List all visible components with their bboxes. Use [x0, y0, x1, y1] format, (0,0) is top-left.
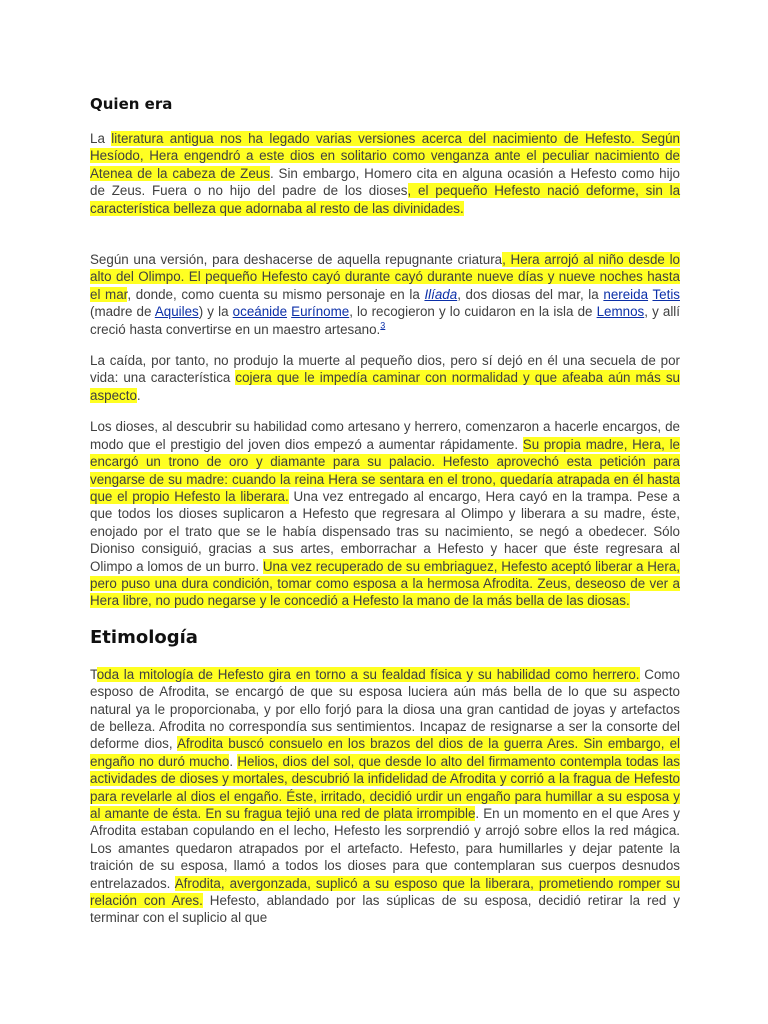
text-span: .: [229, 753, 238, 769]
text-span: Como esposo de Afrodita, se encargó de que su esposa luciera aún más bella de lo que su aspecto natural ya le proporcionaba, y por ello forjó para la diosa una gran cantidad de joyas y artefactos de belleza. Afrodita no correspondía sus sentimientos. Incapaz de resignarse a ser la consorte del deforme dios,: [90, 666, 680, 752]
heading-quien-era: Quien era: [90, 95, 173, 113]
link-iliada[interactable]: [424, 287, 457, 302]
link-aquiles[interactable]: Aquiles: [154, 304, 199, 320]
text-span: Hefesto, ablandado por las súplicas de su esposa, decidió retirar la red y terminar con el suplicio al que: [90, 893, 680, 926]
text-span: . En un momento en el que Ares y Afrodita estaban copulando en el lecho, Hefesto les sorprendió y arrojó sobre ellos la red mágica. Los amantes quedaron atrapados por el artefacto. Hefesto, para humillarles y dejar patente la traición de su esposa, llamó a todos los dioses para que contemplaran sus cuerpos desnudos entrelazados.: [90, 806, 681, 891]
highlighted-text: , el pequeño Hefesto nació deforme, sin la característica belleza que adornaba al resto de las divinidades.: [90, 183, 681, 216]
link-lemnos[interactable]: Lemnos: [596, 304, 645, 320]
highlighted-text: , Hera arrojó al niño desde lo alto del Olimpo. El pequeño Hefesto cayó durante cayó durante nueve días y nueve noches hasta el mar: [90, 252, 680, 302]
text-span: ) y la: [198, 304, 233, 320]
paragraph-3: [90, 352, 680, 404]
highlighted-text: cojera que le impedía caminar con normalidad y que afeaba aún más su aspecto: [90, 370, 680, 403]
highlighted-text: Afrodita, avergonzada, suplicó a su esposo que la liberara, prometiendo romper su relación con Ares.: [90, 875, 680, 909]
paragraph-5: [90, 666, 680, 927]
highlighted-text: Afrodita buscó consuelo en los brazos del dios de la guerra Ares. Sin embargo, el engaño no duró mucho: [90, 736, 680, 769]
highlighted-text: Una vez recuperado de su embriaguez, Hefesto aceptó liberar a Hera, pero puso una dura condición, tomar como esposa a la hermosa Afrodita. Zeus, deseoso de ver a Hera libre, no pudo negarse y le concedió a Hefesto la mano de la más bella de las diosas.: [90, 558, 680, 609]
link-nereida[interactable]: nereida: [603, 286, 649, 302]
highlighted-text: Helios, dios del sol, que desde lo alto del firmamento contempla todas las actividades de dioses y mortales, descubrió la infidelidad de Afrodita y corrió a la fragua de Hefesto para revelarle al dios el engaño. Éste, irritado, decidió urdir un engaño para humillar a su esposa y al amante de ésta. En su fragua tejió una red de plata irrompible: [90, 753, 680, 821]
text-span: , lo recogieron y lo cuidaron en la isla de: [349, 304, 597, 320]
paragraph-2: [90, 251, 680, 338]
text-span: T: [90, 666, 97, 682]
highlighted-text: literatura antigua nos ha legado varias versiones acerca del nacimiento de Hefesto. Según Hesíodo, Hera engendró a este dios en solitario como venganza ante el peculiar nacimiento de Atenea de la cabeza de Zeus: [90, 131, 680, 181]
link-eurinome[interactable]: Eurínome: [291, 304, 350, 320]
text-span: , dos diosas del mar, la: [457, 286, 604, 302]
text-span: .: [136, 387, 141, 403]
heading-etimologia: Etimología: [90, 626, 198, 648]
text-span: La caída, por tanto, no produjo la muerte al pequeño dios, pero sí dejó en él una secuela de por vida: una característica: [90, 353, 680, 386]
text-span: Los dioses, al descubrir su habilidad como artesano y herrero, comenzaron a hacerle encargos, de modo que el prestigio del joven dios empezó a aumentar rápidamente.: [90, 419, 680, 452]
text-span: , y allí creció hasta convertirse en un maestro artesano.: [90, 304, 681, 337]
link-tetis[interactable]: Tetis: [652, 286, 680, 302]
link-iliada-label: Ilíada: [424, 286, 458, 302]
text-span: (madre de: [90, 304, 155, 320]
text-span: Una vez entregado al encargo, Hera cayó en la trampa. Pese a que todos los dioses suplicaron a Hefesto que regresara al Olimpo y liberara a su madre, éste, enojado por el trato que se le había dispensado tras su nacimiento, se negó a obedecer. Sólo Dioniso consiguió, gracias a sus artes, emborrachar a Hefesto y hacer que éste regresara al Olimpo a lomos de un burro.: [90, 488, 680, 574]
link-oceanide[interactable]: oceánide: [232, 304, 288, 320]
paragraph-1: [90, 130, 680, 217]
text-span: , donde, como cuenta su mismo personaje en la: [127, 286, 425, 302]
text-span: La: [90, 131, 112, 146]
text-span: Según una versión, para deshacerse de aquella repugnante criatura: [90, 252, 503, 268]
highlighted-text: Su propia madre, Hera, le encargó un trono de oro y diamante para su palacio. Hefesto aprovechó esta petición para vengarse de su madre: cuando la reina Hera se sentara en el trono, quedaría atrapada en él hasta que el propio Hefesto la liberara.: [90, 436, 681, 504]
highlighted-text: oda la mitología de Hefesto gira en torno a su fealdad física y su habilidad como herrero.: [96, 666, 640, 682]
paragraph-4: [90, 418, 680, 609]
reference-link[interactable]: 3: [380, 320, 386, 331]
text-span: . Sin embargo, Homero cita en alguna ocasión a Hefesto como hijo de Zeus. Fuera o no hijo del padre de los dioses: [90, 165, 681, 199]
